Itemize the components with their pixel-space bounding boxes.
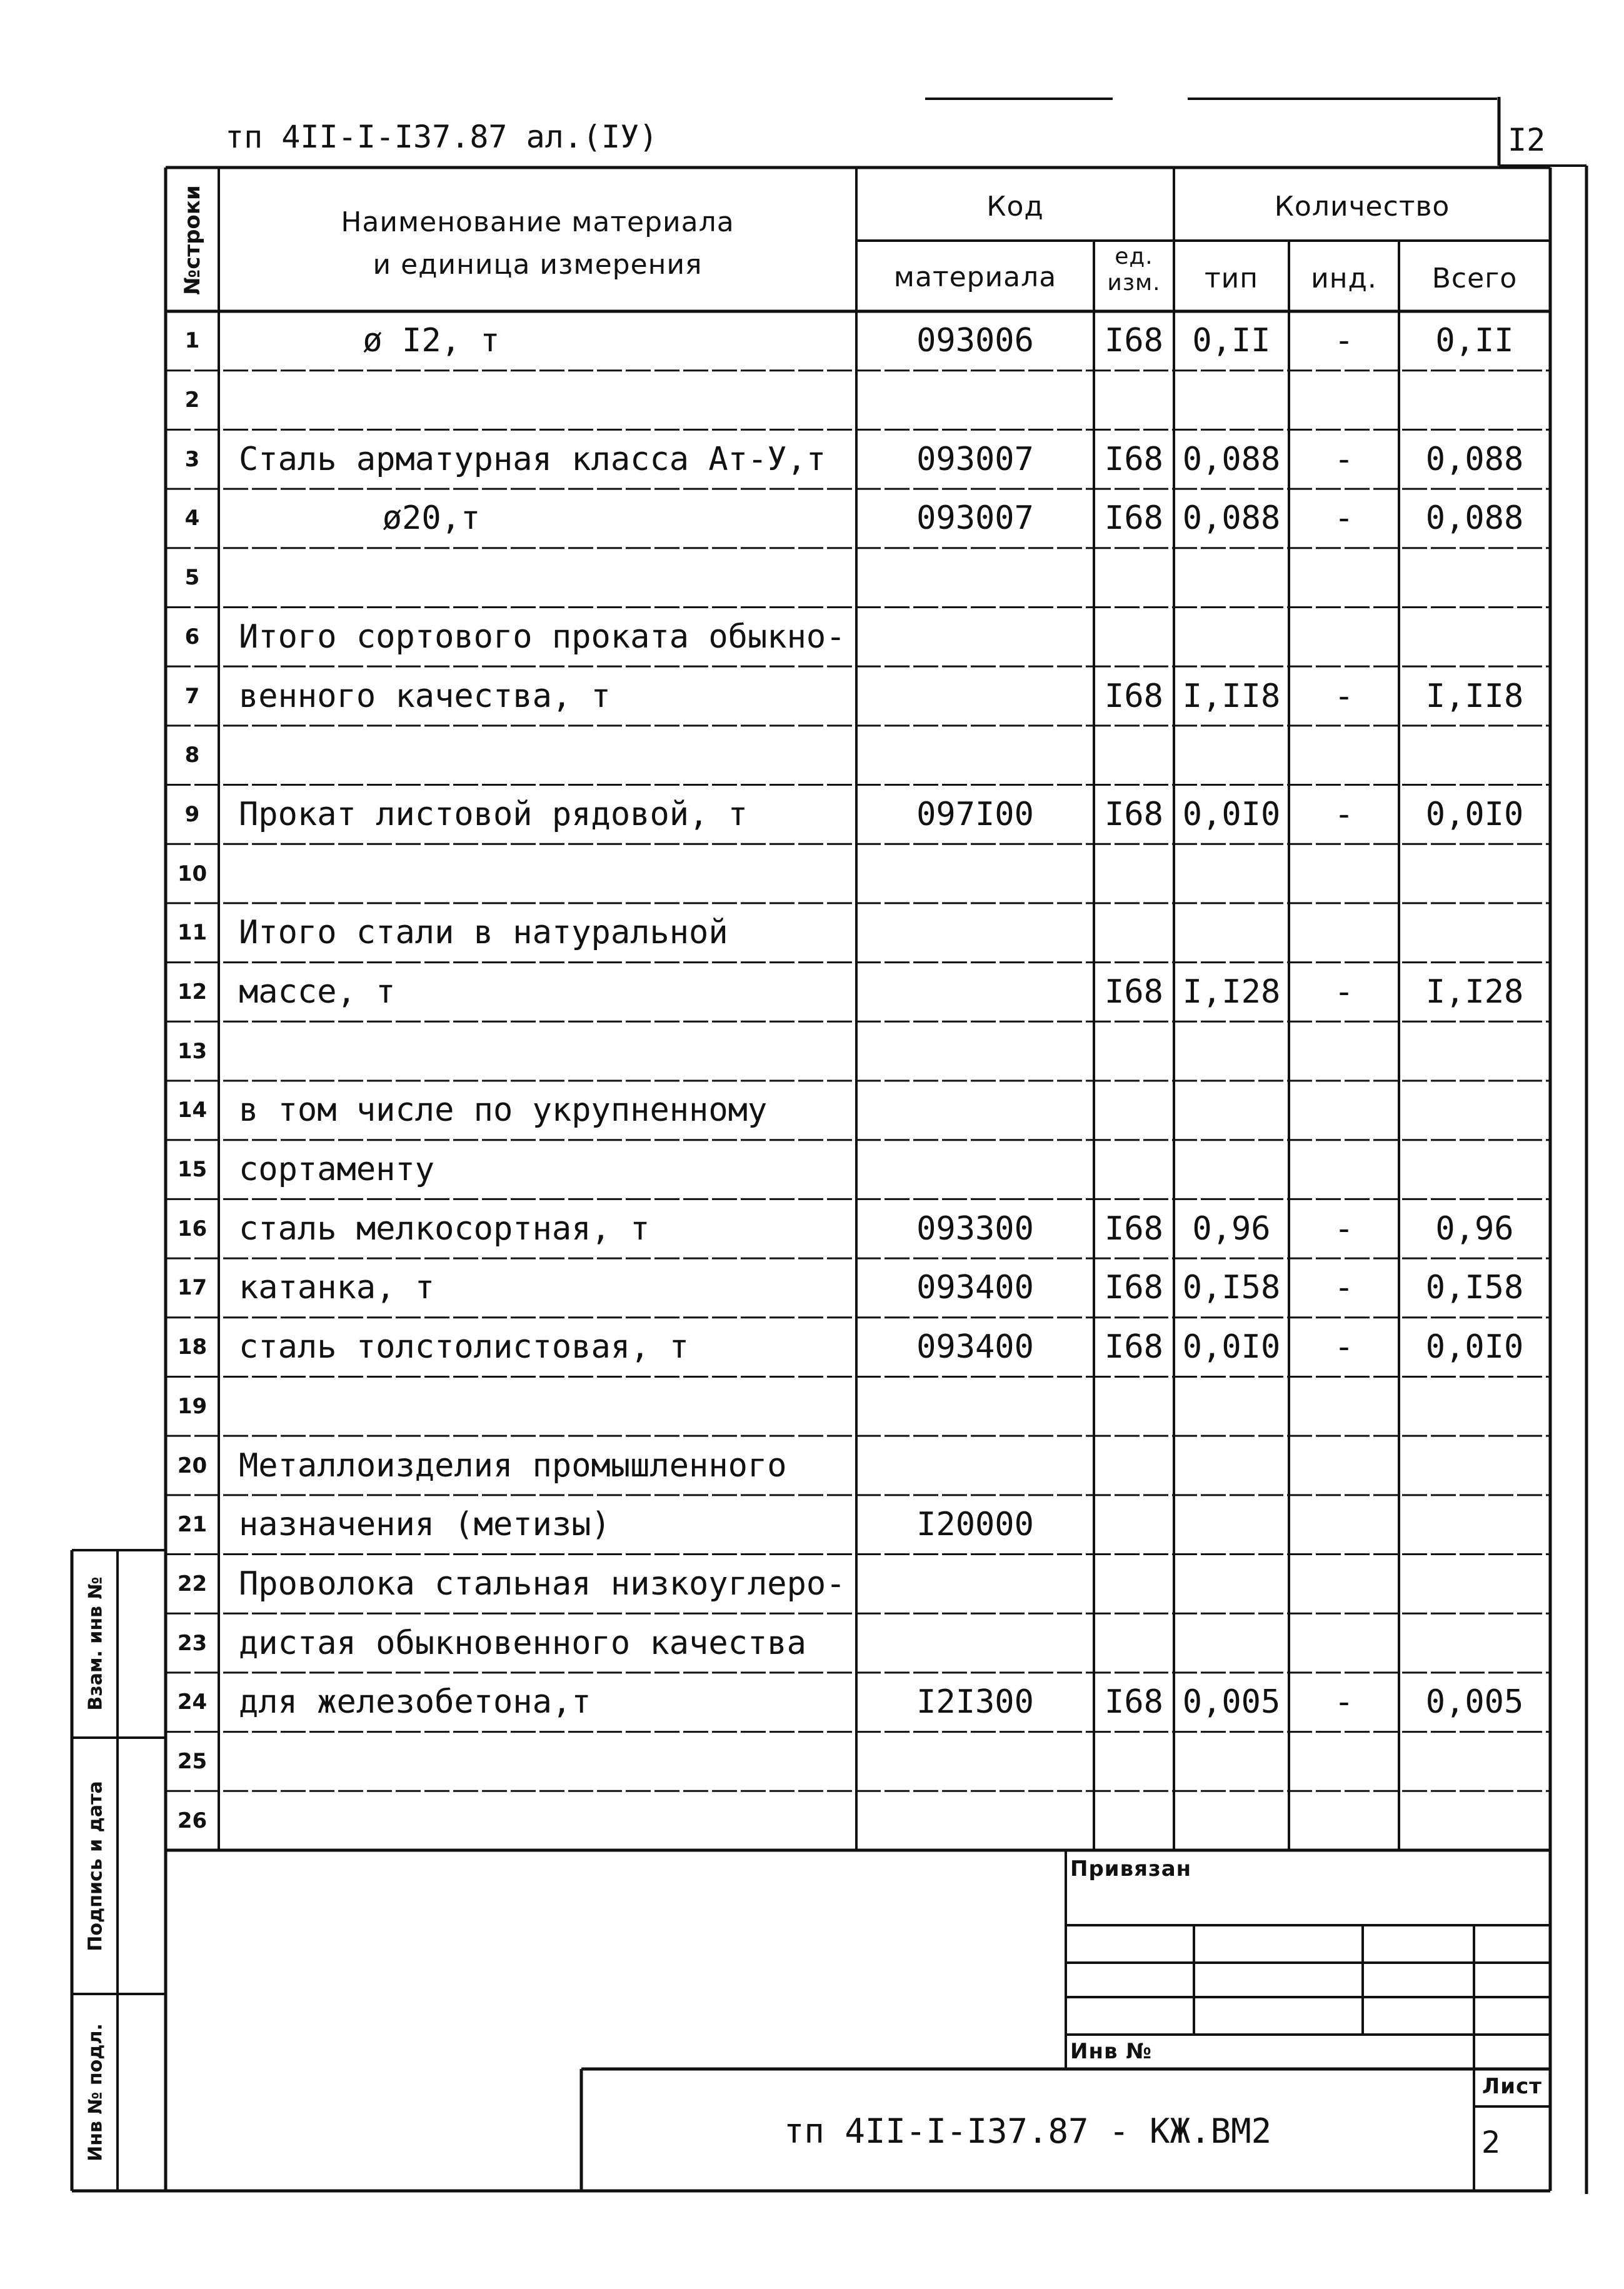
qty-ind: -: [1334, 1269, 1354, 1307]
header-code: Код: [986, 191, 1044, 223]
row-number: 25: [177, 1748, 208, 1774]
qty-ind: -: [1334, 795, 1354, 833]
qty-ind: -: [1334, 322, 1354, 360]
row-number: 15: [177, 1157, 208, 1183]
row-number: 17: [177, 1275, 208, 1301]
qty-type: 0,96: [1192, 1210, 1271, 1248]
material-name: дистая обыкновенного качества: [239, 1624, 806, 1662]
qty-total: 0,088: [1425, 499, 1524, 538]
row-number: 10: [177, 861, 208, 886]
material-code: 093300: [916, 1210, 1034, 1248]
qty-total: 0,0I0: [1425, 795, 1524, 833]
qty-total: I,I28: [1425, 973, 1524, 1011]
qty-total: 0,I58: [1425, 1269, 1524, 1307]
material-name: венного качества, т: [239, 677, 611, 715]
material-code: I2I300: [916, 1683, 1034, 1721]
unit-code: I68: [1105, 677, 1163, 715]
row-number: 20: [177, 1453, 208, 1478]
qty-ind: -: [1334, 677, 1354, 715]
unit-code: I68: [1105, 499, 1163, 538]
stamp-inv-no-label: Инв №: [1070, 2039, 1153, 2064]
stamp-document-title: тп 4II-I-I37.87 - КЖ.ВМ2: [783, 2111, 1272, 2151]
header-code-unit: ед. изм.: [1107, 244, 1161, 296]
material-name: сталь толстолистовая, т: [239, 1328, 689, 1366]
unit-code: I68: [1105, 1328, 1163, 1366]
row-number: 24: [177, 1690, 208, 1715]
qty-type: 0,005: [1182, 1683, 1281, 1721]
material-name: ø20,т: [382, 499, 481, 538]
row-number: 3: [184, 446, 200, 472]
header-qty-type: тип: [1205, 263, 1258, 294]
material-name: катанка, т: [239, 1269, 435, 1307]
row-number: 22: [177, 1571, 208, 1596]
unit-code: I68: [1105, 322, 1163, 360]
qty-type: I,I28: [1182, 973, 1281, 1011]
header-quantity: Количество: [1274, 191, 1450, 223]
row-number: 2: [184, 388, 200, 413]
row-number: 1: [184, 328, 200, 354]
qty-type: 0,0I0: [1182, 795, 1281, 833]
row-number: 8: [184, 743, 200, 768]
row-number: 13: [177, 1038, 208, 1064]
material-name: массе, т: [239, 973, 396, 1011]
qty-type: I,II8: [1182, 677, 1281, 715]
header-row-number-cell: [166, 168, 219, 311]
qty-total: 0,005: [1425, 1683, 1524, 1721]
qty-ind: -: [1334, 440, 1354, 478]
qty-type: 0,I58: [1182, 1269, 1281, 1307]
qty-type: 0,088: [1182, 440, 1281, 478]
qty-total: 0,0I0: [1425, 1328, 1524, 1366]
material-name: ø I2, т: [363, 322, 500, 360]
unit-code: I68: [1105, 1210, 1163, 1248]
material-code: 093400: [916, 1328, 1034, 1366]
qty-ind: -: [1334, 499, 1354, 538]
row-number: 19: [177, 1393, 208, 1419]
header-row-number: №строки: [180, 185, 205, 295]
material-name: Итого стали в натуральной: [239, 914, 728, 952]
header-qty-total: Всего: [1431, 263, 1518, 294]
material-name: сортаменту: [239, 1151, 435, 1189]
row-number: 18: [177, 1335, 208, 1360]
header-name-line2: и единица измерения: [373, 249, 703, 281]
stamp-sheet-number: 2: [1481, 2125, 1501, 2160]
row-number: 16: [177, 1216, 208, 1241]
side-label-inv-podl: Инв № подл.: [84, 2023, 107, 2161]
row-number: 26: [177, 1808, 208, 1833]
qty-total: 0,088: [1425, 440, 1524, 478]
qty-ind: -: [1334, 1328, 1354, 1366]
document-code-top: тп 4II-I-I37.87 ал.(IУ): [225, 119, 658, 155]
row-number: 11: [177, 920, 208, 946]
side-label-sign-date: Подпись и дата: [84, 1781, 107, 1951]
material-code: 093006: [916, 322, 1034, 360]
material-name: Итого сортового проката обыкно-: [239, 618, 846, 656]
material-name: для железобетона,т: [239, 1683, 591, 1721]
side-label-vzam-inv: Взам. инв №: [84, 1576, 107, 1711]
qty-total: 0,II: [1435, 322, 1514, 360]
unit-code: I68: [1105, 440, 1163, 478]
row-number: 14: [177, 1098, 208, 1123]
material-name: Прокат листовой рядовой, т: [239, 795, 748, 833]
stamp-sheet-label: Лист: [1482, 2074, 1542, 2099]
qty-type: 0,088: [1182, 499, 1281, 538]
qty-total: 0,96: [1435, 1210, 1514, 1248]
unit-code: I68: [1105, 1683, 1163, 1721]
row-number: 21: [177, 1512, 208, 1538]
qty-type: 0,II: [1192, 322, 1271, 360]
qty-ind: -: [1334, 1683, 1354, 1721]
unit-code: I68: [1105, 1269, 1163, 1307]
qty-type: 0,0I0: [1182, 1328, 1281, 1366]
row-number: 9: [184, 801, 200, 827]
material-code: I20000: [916, 1506, 1034, 1544]
page-number-top: I2: [1508, 122, 1546, 158]
material-name: Металлоизделия промышленного: [239, 1446, 787, 1485]
material-name: назначения (метизы): [239, 1506, 611, 1544]
row-number: 23: [177, 1630, 208, 1656]
qty-total: I,II8: [1425, 677, 1524, 715]
header-code-material: материала: [893, 261, 1057, 293]
header-qty-ind: инд.: [1311, 263, 1377, 294]
material-code: 093007: [916, 499, 1034, 538]
header-name: Наименование материала: [341, 206, 734, 238]
row-number: 7: [184, 683, 200, 709]
material-name: в том числе по укрупненному: [239, 1091, 768, 1129]
qty-ind: -: [1334, 1210, 1354, 1248]
row-number: 12: [177, 979, 208, 1004]
material-name: сталь мелкосортная, т: [239, 1210, 650, 1248]
qty-ind: -: [1334, 973, 1354, 1011]
material-code: 097I00: [916, 795, 1034, 833]
unit-code: I68: [1105, 795, 1163, 833]
row-number: 6: [184, 624, 200, 649]
unit-code: I68: [1105, 973, 1163, 1011]
material-code: 093007: [916, 440, 1034, 478]
stamp-attached-label: Привязан: [1070, 1856, 1192, 1881]
material-name: Сталь арматурная класса Ат-У,т: [239, 440, 826, 478]
row-number: 4: [184, 506, 200, 531]
material-code: 093400: [916, 1269, 1034, 1307]
row-number: 5: [184, 565, 200, 591]
material-name: Проволока стальная низкоуглеро-: [239, 1565, 846, 1603]
